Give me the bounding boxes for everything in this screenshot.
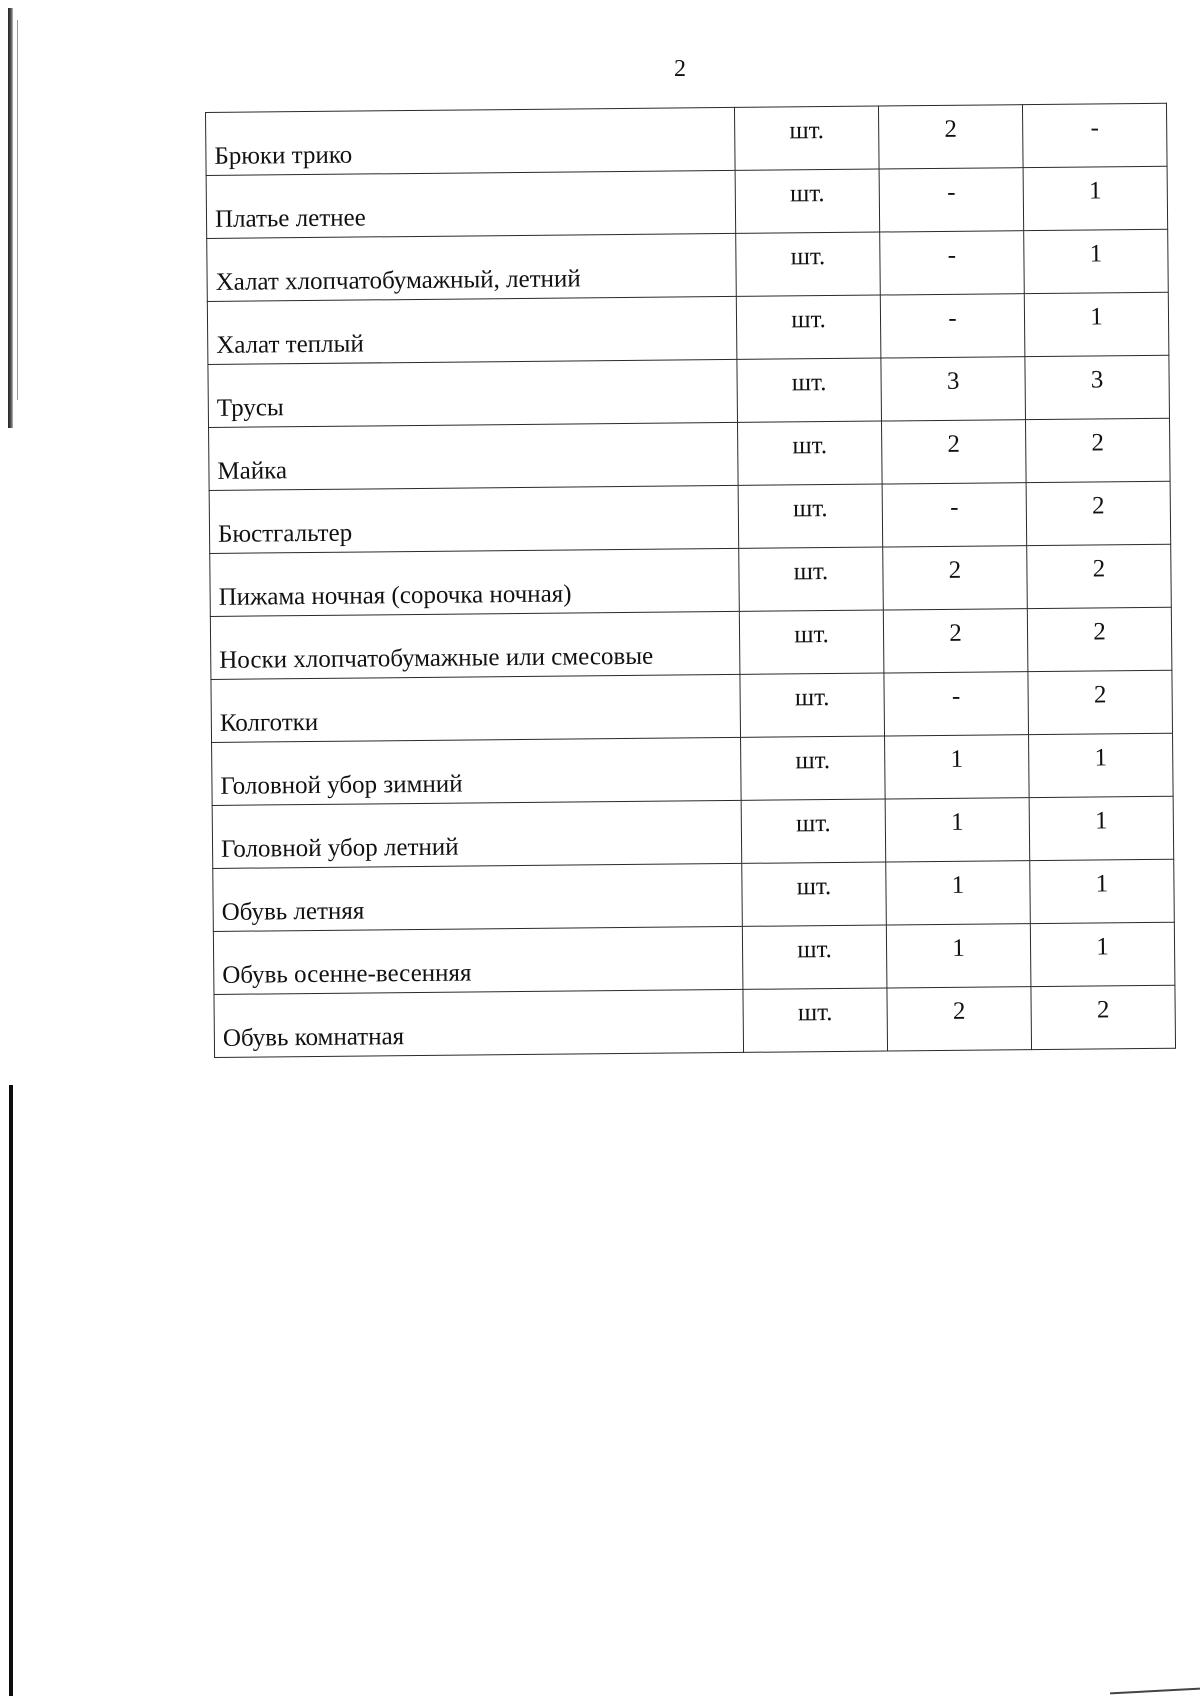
quantity-men-cell: - bbox=[880, 231, 1025, 295]
table-row bbox=[206, 166, 1168, 238]
quantity-women-cell: 1 bbox=[1029, 796, 1174, 860]
quantity-men-cell: 2 bbox=[881, 420, 1026, 484]
quantity-women-cell: 2 bbox=[1027, 607, 1172, 671]
table-row bbox=[212, 733, 1174, 805]
table-row bbox=[212, 796, 1174, 868]
unit-cell: шт. bbox=[736, 232, 881, 296]
item-name-cell: Обувь летняя bbox=[213, 863, 743, 931]
unit-cell: шт. bbox=[737, 358, 882, 422]
table-row bbox=[211, 670, 1173, 742]
table-row bbox=[210, 607, 1172, 679]
table-row bbox=[213, 922, 1175, 994]
unit-cell: шт. bbox=[741, 799, 886, 863]
table-row bbox=[209, 418, 1171, 490]
item-name-cell: Халат хлопчатобумажный, летний bbox=[207, 233, 737, 301]
table-row bbox=[208, 355, 1170, 427]
quantity-men-cell: 2 bbox=[878, 105, 1023, 169]
quantity-women-cell: 2 bbox=[1025, 418, 1170, 482]
table-row bbox=[206, 103, 1168, 175]
quantity-men-cell: 1 bbox=[886, 861, 1031, 925]
unit-cell: шт. bbox=[741, 736, 886, 800]
item-name-cell: Пижама ночная (сорочка ночная) bbox=[210, 548, 740, 616]
scan-edge-bottom bbox=[9, 1085, 13, 1696]
quantity-men-cell: 1 bbox=[885, 735, 1030, 799]
quantity-men-cell: - bbox=[884, 672, 1029, 736]
quantity-women-cell: 1 bbox=[1029, 733, 1174, 797]
table-row bbox=[209, 481, 1171, 553]
unit-cell: шт. bbox=[738, 484, 883, 548]
quantity-men-cell: - bbox=[882, 483, 1027, 547]
quantity-women-cell: 1 bbox=[1024, 229, 1169, 293]
quantity-women-cell: 1 bbox=[1024, 292, 1169, 356]
quantity-women-cell: 2 bbox=[1031, 985, 1176, 1049]
item-name-cell: Колготки bbox=[211, 674, 741, 742]
unit-cell: шт. bbox=[739, 610, 884, 674]
quantity-women-cell: 1 bbox=[1030, 859, 1175, 923]
quantity-men-cell: - bbox=[880, 294, 1025, 358]
quantity-women-cell: - bbox=[1022, 103, 1167, 167]
item-name-cell: Головной убор летний bbox=[212, 800, 742, 868]
quantity-men-cell: 3 bbox=[881, 357, 1026, 421]
quantity-men-cell: - bbox=[879, 168, 1024, 232]
item-name-cell: Обувь комнатная bbox=[214, 989, 744, 1057]
unit-cell: шт. bbox=[740, 673, 885, 737]
quantity-men-cell: 2 bbox=[887, 987, 1032, 1051]
item-name-cell: Брюки трико bbox=[206, 107, 736, 175]
table-row bbox=[214, 985, 1176, 1057]
item-name-cell: Платье летнее bbox=[206, 170, 736, 238]
unit-cell: шт. bbox=[743, 988, 888, 1052]
table-row bbox=[210, 544, 1172, 616]
quantity-men-cell: 2 bbox=[883, 546, 1028, 610]
quantity-women-cell: 2 bbox=[1027, 544, 1172, 608]
item-name-cell: Носки хлопчатобумажные или смесовые bbox=[210, 611, 740, 679]
quantity-men-cell: 2 bbox=[883, 609, 1028, 673]
unit-cell: шт. bbox=[739, 547, 884, 611]
table-row bbox=[213, 859, 1175, 931]
quantity-women-cell: 1 bbox=[1023, 166, 1168, 230]
table-body bbox=[206, 103, 1176, 1057]
item-name-cell: Трусы bbox=[208, 359, 738, 427]
unit-cell: шт. bbox=[738, 421, 883, 485]
table-row bbox=[207, 292, 1169, 364]
unit-cell: шт. bbox=[734, 106, 879, 170]
unit-cell: шт. bbox=[742, 925, 887, 989]
item-name-cell: Майка bbox=[209, 422, 739, 490]
quantity-men-cell: 1 bbox=[885, 798, 1030, 862]
item-name-cell: Обувь осенне-весенняя bbox=[213, 926, 743, 994]
clothing-norms-table bbox=[205, 103, 1176, 1058]
quantity-women-cell: 2 bbox=[1028, 670, 1173, 734]
unit-cell: шт. bbox=[735, 169, 880, 233]
quantity-women-cell: 1 bbox=[1030, 922, 1175, 986]
item-name-cell: Головной убор зимний bbox=[212, 737, 742, 805]
quantity-men-cell: 1 bbox=[886, 924, 1031, 988]
table-container bbox=[205, 103, 1172, 1058]
scan-bottom-mark bbox=[1110, 1688, 1200, 1695]
quantity-women-cell: 3 bbox=[1025, 355, 1170, 419]
item-name-cell: Халат теплый bbox=[207, 296, 737, 364]
table-row bbox=[207, 229, 1169, 301]
unit-cell: шт. bbox=[742, 862, 887, 926]
page-number: 2 bbox=[674, 56, 686, 82]
item-name-cell: Бюстгальтер bbox=[209, 485, 739, 553]
quantity-women-cell: 2 bbox=[1026, 481, 1171, 545]
unit-cell: шт. bbox=[736, 295, 881, 359]
